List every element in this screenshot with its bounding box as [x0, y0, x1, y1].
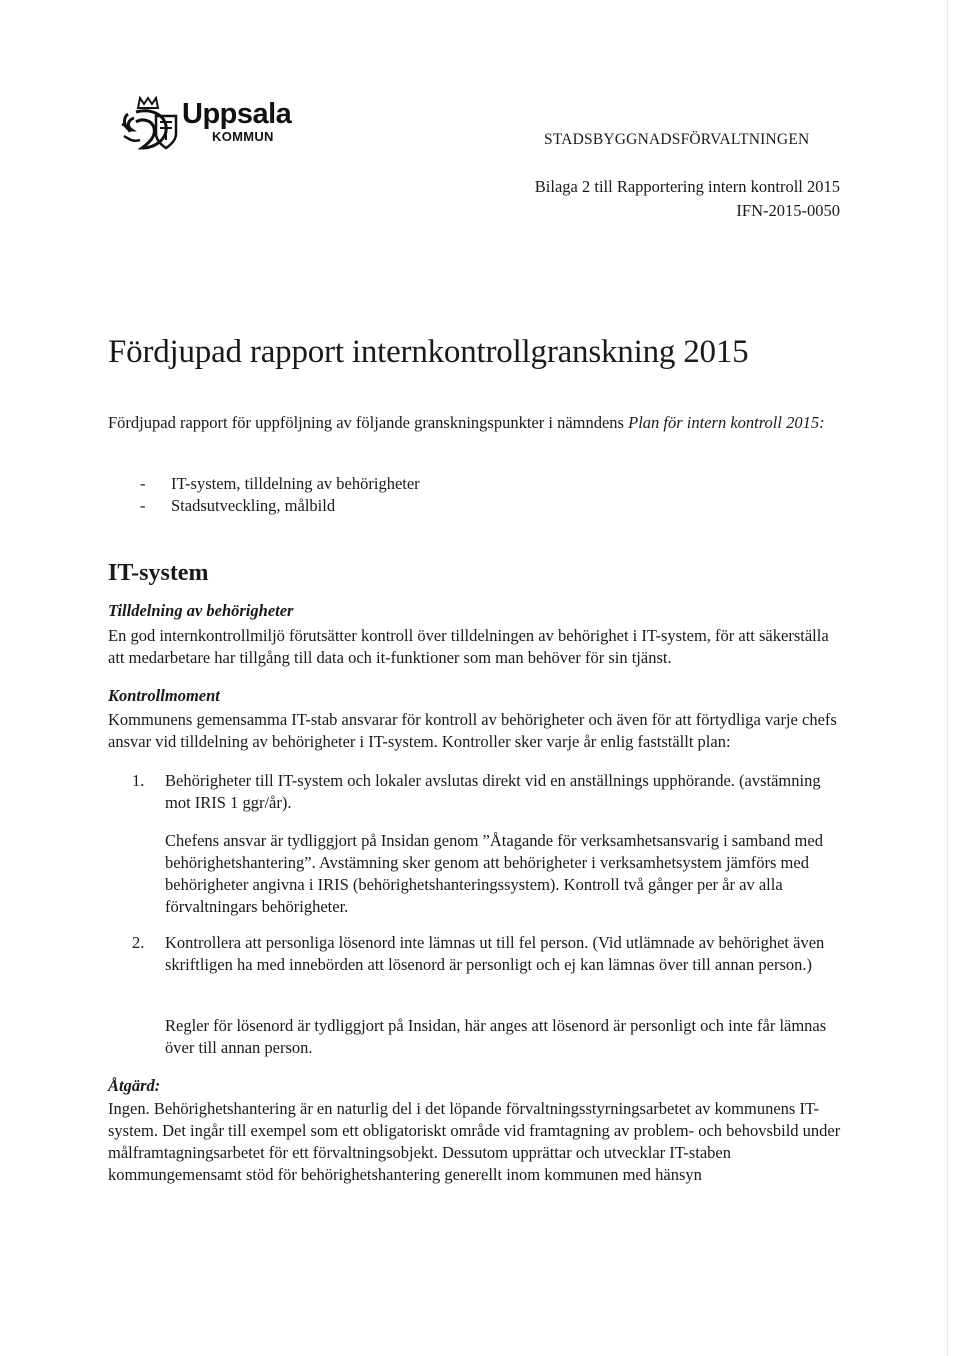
scope-list — [140, 473, 420, 517]
item-text: Kontrollera att personliga lösenord inte lämnas ut till fel person. (Vid utlämnade av behörighet även skriftligen ha med innebörden att lösenord är personligt och ej kan lämnas över till annan person.) — [165, 933, 825, 974]
intro-paragraph — [108, 412, 848, 434]
item-text: Behörigheter till IT-system och lokaler avslutas direkt vid en anställnings upphörande. (avstämning mot IRIS 1 ggr/år). — [165, 771, 821, 812]
logo-wordmark: Uppsala — [182, 98, 292, 130]
item-followup — [108, 1015, 848, 1059]
logo-subtitle: KOMMUN — [212, 129, 274, 144]
followup-text: Chefens ansvar är tydliggjort på Insidan genom ”Åtagande för verksamhetsansvarig i samband med behörighetshantering”. Avstämning sker genom att behörigheter i verksamhetsystem jämförs med behörigheter angivna i IRIS (behörighetshanteringssystem). Kontroll två gånger per år av alla förvaltningars behörigheter. — [165, 831, 823, 916]
coat-of-arms-icon — [120, 96, 180, 152]
item-number: 1. — [132, 771, 145, 790]
list-item: - IT-system, tilldelning av behörigheter — [140, 473, 420, 495]
page-title: Fördjupad rapport internkontrollgranskning 2015 — [108, 334, 749, 370]
numbered-item — [108, 932, 848, 976]
intro-text: Fördjupad rapport för uppföljning av följande granskningspunkter i nämndens — [108, 413, 629, 432]
followup-text: Regler för lösenord är tydliggjort på Insidan, här anges att lösenord är personligt och inte får lämnas över till annan person. — [165, 1016, 827, 1057]
scan-edge-line — [947, 0, 948, 1356]
section-heading: IT-system — [108, 560, 209, 586]
case-number: IFN-2015-0050 — [736, 201, 840, 220]
subsection-heading: Tilldelning av behörigheter — [108, 601, 294, 620]
body-paragraph: En god internkontrollmiljö förutsätter kontroll över tilldelningen av behörighet i IT-system, för att säkerställa att medarbetare har tillgång till data och it-funktioner som man behöver för sin tjänst. — [108, 626, 829, 667]
item-followup — [108, 830, 848, 918]
plan-title: Plan för intern kontroll 2015: — [628, 413, 825, 432]
action-paragraph: Ingen. Behörighetshantering är en naturlig del i det löpande förvaltningsstyrningsarbetet av kommunens IT-system. Det ingår till exempel som ett obligatoriskt område vid framtagning av problem- och behovsbild under målframtagningsarbetet för ett förvaltningsobjekt. Dessutom upprättar och utvecklar IT-staben kommungemensamt stöd för behörighetshantering generellt inom kommunen med hänsyn — [108, 1099, 841, 1184]
department-name: STADSBYGGNADSFÖRVALTNINGEN — [544, 131, 810, 148]
numbered-item — [108, 770, 848, 814]
action-heading: Åtgärd: — [108, 1076, 161, 1095]
control-heading: Kontrollmoment — [108, 686, 220, 705]
item-number: 2. — [132, 933, 145, 952]
uppsala-kommun-logo — [120, 96, 320, 152]
control-paragraph: Kommunens gemensamma IT-stab ansvarar för kontroll av behörigheter och även för att förtydliga varje chefs ansvar vid tilldelning av behörigheter i IT-system. Kontroller sker varje år enlig fastställt plan: — [108, 710, 837, 751]
list-item: - Stadsutveckling, målbild — [140, 495, 420, 517]
attachment-reference: Bilaga 2 till Rapportering intern kontroll 2015 — [534, 177, 840, 196]
